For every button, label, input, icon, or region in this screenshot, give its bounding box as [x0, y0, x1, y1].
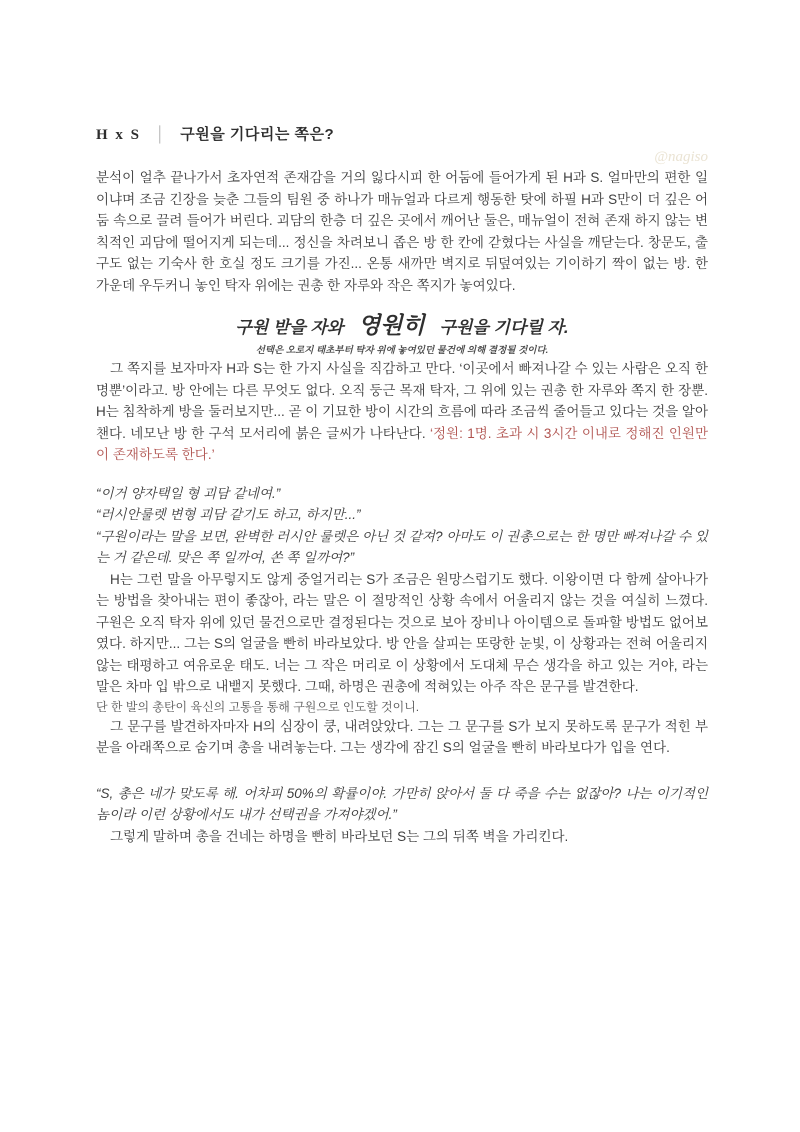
title-separator: │ [155, 126, 166, 143]
paragraph-intro: 분석이 얼추 끝나가서 초자연적 존재감을 거의 잃다시피 한 어둠에 들어가게 된 H과 S. 얼마만의 편한 일이냐며 조금 긴장을 늦춘 그들의 팀원 중 하나가 매뉴얼과 다르게 행동한 탓에 하필 H과 S만이 더 깊은 어둠 속으로 끌려 들어가 버린다. 괴담의 한층 더 깊은 곳에서 깨어난 둘은, 매뉴얼이 전혀 존재 하지 않는 변칙적인 괴담에 떨어지게 되는데... 정신을 차려보니 좁은 방 한 칸에 갇혔다는 사실을 깨닫는다. 창문도, 출구도 없는 기숙사 한 호실 정도 크기를 가진... 온통 새까만 벽지로 뒤덮여있는 기이하기 짝이 없는 방. 한 가운데 우두커니 놓인 탁자 위에는 권총 한 자루와 작은 쪽지가 놓여있다. [96, 170, 708, 293]
paragraph-ending: 그렇게 말하며 총을 건네는 하명을 빤히 바라보던 S는 그의 뒤쪽 벽을 가리킨다. [110, 828, 569, 844]
red-rule-text: ‘정원: 1명. 초과 시 3시간 이내로 정해진 인원만이 존재하도록 한다.’ [96, 425, 709, 462]
paragraph-h-hides-text: 그 문구를 발견하자마자 H의 심장이 쿵, 내려앉았다. 그는 그 문구를 S가 보지 못하도록 문구가 적힌 부분을 아래쪽으로 숨기며 총을 내려놓는다. 그는 생각에 잠긴 S의 얼굴을 빤히 바라보다가 입을 연다. [96, 718, 708, 755]
dialogue-line: “구원이라는 말을 보면, 완벽한 러시안 룰렛은 아닌 것 같져? 아마도 이 권총으로는 한 명만 빠져나갈 수 있는 거 같은데. 맞은 쪽 일까여, 쏜 쪽 일까여?” [96, 528, 708, 565]
banner-left: 구원 받을 자와 [235, 318, 344, 337]
title-text: 구원을 기다리는 쪽은? [180, 126, 335, 143]
paragraph-note-text: 그 쪽지를 보자마자 H과 S는 한 가지 사실을 직감하고 만다. ‘이곳에서 빠져나갈 수 있는 사람은 오직 한 명뿐’이라고. 방 안에는 다른 무엇도 없다. 오직 둥근 목재 탁자, 그 위에 있는 권총 한 자루와 쪽지 한 장뿐. H는 침착하게 방을 둘러보지만... 곧 이 기묘한 방이 시간의 흐름에 따라 조금씩 줄어들고 있다는 것을 알아챈다. 네모난 방 한 구석 모서리에 붉은 글씨가 나타난다. [96, 361, 708, 441]
page-title [96, 125, 708, 145]
gun-inscription-note: 단 한 발의 총탄이 육신의 고통을 통해 구원으로 인도할 것이니. [96, 699, 420, 714]
title-pairing: H x S [96, 127, 142, 143]
dialogue-line: “S, 총은 네가 맞도록 해. 어차피 50%의 확률이야. 가만히 앉아서 둘 다 죽을 수는 없잖아? 나는 이기적인 놈이라 이런 상황에서도 내가 선택권을 가져야겠어.” [96, 785, 708, 822]
paragraph-note-discovery [96, 358, 708, 466]
paragraph-h-thoughts: H는 그런 말을 아무렇지도 않게 중얼거리는 S가 조금은 원망스럽기도 했다. 이왕이면 다 함께 살아나가는 방법을 찾아내는 편이 좋잖아, 라는 말은 이 절망적인 상황 속에서 어울리지 않는 것을 여실히 느꼈다. 구원은 오직 탁자 위에 있던 물건으로만 결정된다는 것으로 보아 장비나 아이템으로 돌파할 방법도 없어보였다. 하지만... 그는 S의 얼굴을 빤히 바라보았다. 방 안을 살피는 또랑한 눈빛, 이 상황과는 전혀 어울리지 않는 태평하고 여유로운 태도. 너는 그 작은 머리로 이 상황에서 도대체 무슨 생각을 하고 있는 거야, 라는 말은 차마 입 밖으로 내뱉지 못했다. 그때, 하명은 권총에 적혀있는 아주 작은 문구를 발견한다. [96, 571, 708, 694]
dialogue-line: “이거 양자택일 형 괴담 같네여.” [96, 485, 281, 501]
dialogue-line: “러시안룰렛 변형 괴담 같기도 하고, 하지만...” [96, 507, 361, 522]
note-banner-subtitle: 선택은 오로지 태초부터 탁자 위에 놓여있던 물건에 의해 결정될 것이다. [255, 345, 549, 356]
dialogue-block-2 [96, 783, 708, 826]
dialogue-block-1 [96, 483, 708, 569]
banner-emphasis: 영원히 [358, 312, 425, 338]
note-banner [96, 310, 708, 343]
document-content [96, 0, 708, 847]
author-watermark: @nagiso [654, 149, 708, 165]
banner-right: 구원을 기다릴 자. [439, 318, 569, 337]
